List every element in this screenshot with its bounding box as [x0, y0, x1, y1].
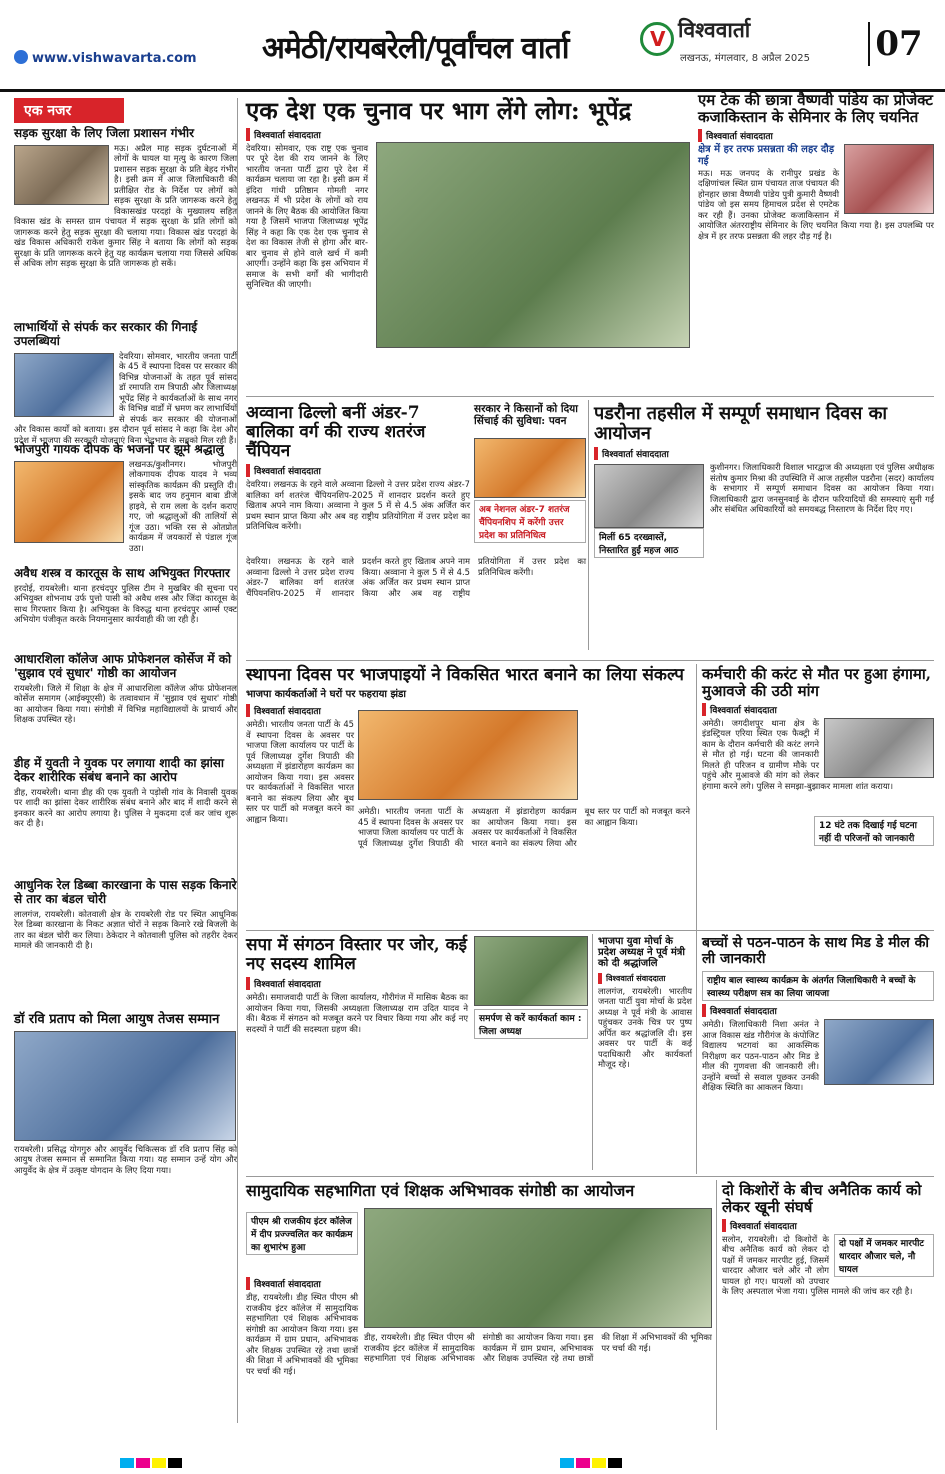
story-caption: 12 घंटे तक दिखाई गई घटना नहीं दी परिजनों को जानकारी	[814, 816, 934, 846]
story-caption: राष्ट्रीय बाल स्वास्थ्य कार्यक्रम के अंतर्गत जिलाधिकारी ने बच्चों के स्वास्थ्य परीक्षण सत्र का लिया जायजा	[702, 971, 934, 1001]
story-bhupendra	[246, 98, 690, 388]
site-url-text[interactable]: www.vishwavarta.com	[32, 51, 197, 66]
story-byline: विश्ववार्ता संवाददाता	[246, 1277, 358, 1290]
story-vaishnavi	[698, 92, 934, 388]
story-body: अमेठी। भारतीय जनता पार्टी के 45 वें स्थापना दिवस के अवसर पर भाजपा जिला कार्यालय पर पार्टी के पूर्व जिलाध्यक्ष दुर्गेश त्रिपाठी की अध्यक्षता में झंडारोहण कार्यक्रम का आयोजन किया गया। इस अवसर पर कार्यकर्ताओं ने विकसित भारत बनाने का संकल्प लिया और बूथ स्तर पर पार्टी को मजबूत करने का आह्वान किया।	[246, 719, 354, 824]
story-byline: विश्ववार्ता संवाददाता	[246, 464, 470, 477]
story-byline: विश्ववार्ता संवाददाता	[722, 1219, 934, 1232]
site-url[interactable]	[14, 50, 197, 66]
brief-photo	[14, 353, 114, 417]
yellow-swatch	[152, 1458, 166, 1468]
brief-photo	[14, 461, 124, 543]
story-body-cont: देवरिया। लखनऊ के रहने वाले अव्वाना ढिल्लो ने उत्तर प्रदेश राज्य अंडर-7 बालिका वर्ग शतरंज चैंपियनशिप-2025 में शानदार प्रदर्शन करते हुए खिताब अपने नाम किया। अव्वाना ने कुल 5 में से 4.5 अंक अर्जित कर प्रथम स्थान प्राप्त किया और अब वह राष्ट्रीय प्रतियोगिता में उत्तर प्रदेश का प्रतिनिधित्व करेंगी।	[246, 556, 586, 598]
story-headline: एम टेक की छात्रा वैष्णवी पांडेय का प्रोजेक्ट कजाकिस्तान के सेमिनार के लिए चयनित	[698, 91, 933, 126]
story-headline: स्थापना दिवस पर भाजपाइयों ने विकसित भारत बनाने का लिया संकल्प	[246, 665, 684, 685]
brief-body: हरदोई, रायबरेली। थाना हरचंदपुर पुलिस टीम ने मुखबिर की सूचना पर अभियुक्त शोभनाथ उर्फ पुत्तो पासी को अवैध शस्त्र और जिंदा कारतूस के साथ गिरफ्तार किया है। अभियुक्त के विरुद्ध थाना हरचंदपुर आर्म्स एक्ट अभियोग पंजीकृत करके नियमानुसार कार्यवाही की जा रही है।	[14, 582, 237, 625]
story-headline: सामुदायिक सहभागिता एवं शिक्षक अभिभावक संगोष्ठी का आयोजन	[246, 1181, 635, 1200]
story-byline: विश्ववार्ता संवाददाता	[702, 703, 934, 716]
brief-headline: आधारशिला कॉलेज आफ प्रोफेशनल कोर्सेज में को 'सुझाव एवं सुधार' गोष्ठी का आयोजन	[14, 652, 232, 680]
story-sangoshthi	[246, 1182, 712, 1432]
rule	[592, 934, 593, 1170]
story-body: अमेठी। जगदीशपुर थाना क्षेत्र के इंडस्ट्रियल एरिया स्थित एक फैक्ट्री में काम के दौरान कर्मचारी की करंट लगने से मौत हो गई। घटना की जानकारी मिलते ही परिजन व ग्रामीण मौके पर पहुंचे और मुआवजे की मांग को लेकर हंगामा करने लगे। पुलिस ने समझा-बुझाकर मामला शांत कराया।	[702, 717, 894, 791]
story-yuva	[598, 936, 692, 1172]
story-body: अमेठी। जिलाधिकारी निशा अनंत ने आज विकास खंड गौरीगंज के कंपोजिट विद्यालय भटगवां का आकस्मिक निरीक्षण कर पठन-पाठन और मिड डे मील की गुणवत्ता की जानकारी ली। उन्होंने बच्चों से सवाल पूछकर उनकी शैक्षिक स्थिति का आकलन किया।	[702, 1019, 819, 1093]
paper-name: विश्ववार्ता	[678, 18, 751, 42]
ek-nazar-label: एक नजर	[14, 98, 124, 123]
story-byline: विश्ववार्ता संवाददाता	[598, 973, 692, 984]
story-photo	[364, 1208, 712, 1328]
brief-body: लालगंज, रायबरेली। कोतवाली क्षेत्र के रायबरेली रोड पर स्थित आधुनिक रेल डिब्बा कारखाना के निकट अज्ञात चोरों ने सड़क किनारे रखे बिजली के तार का बंडल चोरी कर लिया। ठेकेदार ने कोतवाली पुलिस को तहरीर देकर मामले की जानकारी दी है।	[14, 908, 237, 951]
story-midday	[702, 936, 934, 1172]
brief-item	[14, 1013, 237, 1228]
story-byline: विश्ववार्ता संवाददाता	[698, 129, 934, 142]
magenta-swatch	[576, 1458, 590, 1468]
chess-photo	[474, 438, 586, 498]
cyan-swatch	[120, 1458, 134, 1468]
story-photo	[844, 144, 934, 214]
rule	[696, 664, 697, 1174]
story-headline: एक देश एक चुनाव पर भाग लेंगे लोग: भूपेंद्र	[246, 96, 632, 125]
brief-headline: अवैध शस्त्र व कारतूस के साथ अभियुक्त गिरफ्तार	[14, 566, 230, 580]
brief-headline: सड़क सुरक्षा के लिए जिला प्रशासन गंभीर	[14, 126, 194, 140]
black-swatch	[168, 1458, 182, 1468]
brief-headline: डीह में युवती ने युवक पर लगाया शादी का झांसा देकर शारीरिक संबंध बनाने का आरोप	[14, 756, 225, 784]
brief-body: लखनऊ/कुशीनगर। भोजपुरी लोकगायक दीपक यादव ने भव्य सांस्कृतिक कार्यक्रम की प्रस्तुति दी। इसके बाद जय हनुमान बाबा डीजे हाइवे, से राम लला के दर्शन कराए गए, जो श्रद्धालुओं की तालियों से गूंज उठा। भक्ति रस से ओतप्रोत कार्यक्रम में जयकारों से पंडाल गूंज उठा।	[129, 458, 237, 553]
story-chess-cont	[246, 556, 586, 654]
story-photo	[824, 718, 934, 778]
brief-body: रायबरेली। प्रसिद्ध योगगुरु और आयुर्वेद चिकित्सक डॉ रवि प्रताप सिंह को आयुष तेजस सम्मान से सम्मानित किया गया। यह सम्मान उन्हें योग और आयुर्वेद के क्षेत्र में उत्कृष्ट योगदान के लिए दिया गया।	[14, 1143, 237, 1175]
brief-item	[14, 757, 237, 875]
story-headline: दो किशोरों के बीच अनैतिक कार्य को लेकर खूनी संघर्ष	[722, 1181, 922, 1216]
ek-nazar-column	[14, 98, 238, 1423]
story-headline: अव्वाना ढिल्लो बनीं अंडर-7 बालिका वर्ग की राज्य शतरंज चैंपियन	[246, 403, 426, 462]
brief-item	[14, 443, 237, 563]
brief-item	[14, 567, 237, 649]
brief-body: मऊ। अप्रैल माह सड़क दुर्घटनाओं में लोगों के घायल या मृत्यु के कारण जिला प्रशासन सड़क सुरक्षा के प्रति बेहद गंभीर है। इसी क्रम में आज जिलाधिकारी की प्रतीक्षित रोड के निर्देश पर लोगों को सड़क सुरक्षा के प्रति जागरूक करने हेतु विकासखंड परदहां के मुख्यालय सहित विकास खंड के समस्त ग्राम पंचायत में सड़क सुरक्षा के प्रति लोगों को जागरूक करने हेतु सड़क सुरक्षा की चलाया गया। विकास खंड परदहां के खंड विकास अधिकारी राकेश कुमार सिंह ने बताया कि लोगों को सड़क सुरक्षा के प्रति जागरूक करने हेतु यह कार्यक्रम चलाया गया जिससे अधिक से अधिक लोग सड़क सुरक्षा के प्रति जागरूक हो सकें।	[14, 142, 237, 269]
masthead	[0, 0, 945, 92]
story-photo	[358, 710, 578, 800]
story-headline: कर्मचारी की करंट से मौत पर हुआ हंगामा, मुआवजे की उठी मांग	[702, 665, 931, 700]
story-photo	[594, 464, 704, 528]
brief-item	[14, 320, 237, 445]
rule	[588, 400, 589, 650]
story-padrauna	[594, 404, 934, 654]
story-body: मऊ। मऊ जनपद के रानीपुर प्रखंड के दक्षिणांचल स्थित ग्राम पंचायत ताज पंचायत की होनहार छात्रा वैष्णवी पांडेय पुत्री कुमारी वैष्णवी पांडेय जो इस समय हिमाचल प्रदेश से एमटेक कर रही हैं। उनका प्रोजेक्ट कजाकिस्तान में आयोजित अंतरराष्ट्रीय सेमिनार के लिए चयनित किया गया है। इस उपलब्धि पर क्षेत्र में हर तरफ प्रसन्नता की लहर दौड़ गई है।	[698, 167, 934, 241]
black-swatch	[608, 1458, 622, 1468]
padrauna-photo-block	[594, 464, 704, 558]
brief-item	[14, 653, 237, 753]
story-byline: विश्ववार्ता संवाददाता	[246, 128, 690, 141]
story-caption: दो पक्षों में जमकर मारपीट धारदार औजार चले, नौ घायल	[834, 1234, 934, 1277]
story-byline: विश्ववार्ता संवाददाता	[246, 704, 354, 717]
story-karmachari	[702, 666, 934, 928]
story-headline: पडरौना तहसील में सम्पूर्ण समाधान दिवस का आयोजन	[594, 403, 888, 445]
story-photo	[824, 1019, 934, 1085]
rule	[246, 396, 934, 397]
story-photo	[474, 936, 588, 1006]
story-deck: क्षेत्र में हर तरफ प्रसन्नता की लहर दौड़ गई	[698, 143, 835, 167]
award-photo	[14, 1031, 236, 1141]
story-body: देवरिया। सोमवार, एक राष्ट्र एक चुनाव पर पूरे देश की राय जानने के लिए भारतीय जनता पार्टी द्वारा पूरे देश में कार्यक्रम चलाया जा रहा है। इसी क्रम में इंदिरा गांधी प्रतिष्ठान गोमती नगर लखनऊ में भी प्रदेश के लोगों को राय जानने के लिए बैठक की आयोजित किया गया है जिसमें भाजपा जिलाध्यक्ष भूपेंद्र सिंह ने कहा कि एक देश एक चुनाव से देश का विकास तेजी से होगा और बार-बार चुनाव से होने वाले खर्च में कमी आएगी। उन्होंने कहा कि इस अभियान में समाज के सभी वर्गों की भागीदारी सुनिश्चित की जाएगी।	[246, 142, 368, 290]
brief-item	[14, 127, 237, 317]
story-body: अमेठी। समाजवादी पार्टी के जिला कार्यालय, गौरीगंज में मासिक बैठक का आयोजन किया गया, जिसकी अध्यक्षता जिलाध्यक्ष राम उदित यादव ने की। बैठक में संगठन को मजबूत करने पर विचार किया गया और कई नए सदस्यों ने पार्टी की सदस्यता ग्रहण की।	[246, 992, 468, 1034]
cyan-swatch	[560, 1458, 574, 1468]
brief-body: देवरिया। सोमवार, भारतीय जनता पार्टी के 45 वें स्थापना दिवस पर सरकार की विभिन्न योजनाओं के तहत पूर्व सांसद डॉ रमापति राम त्रिपाठी और जिलाध्यक्ष भूपेंद्र सिंह ने कार्यकर्ताओं के साथ नगर के विभिन्न वार्डों में भ्रमण कर लाभार्थियों से संपर्क कर सरकार की योजनाओं और विकास कार्यों को बताया। इस दौरान पूर्व सांसद ने कहा कि देश और प्रदेश में भाजपा की सरकारी योजनाएं बिना भेदभाव के सबको मिल रही हैं।	[14, 350, 237, 445]
story-headline: सपा में संगठन विस्तार पर जोर, कई नए सदस्य शामिल	[246, 935, 468, 975]
rule	[246, 660, 934, 661]
story-caption: पीएम श्री राजकीय इंटर कॉलेज में दीप प्रज्ज्वलित कर कार्यक्रम का शुभारंभ हुआ	[246, 1212, 358, 1255]
brief-photo	[14, 145, 109, 205]
story-headline: सरकार ने किसानों को दिया सिंचाई की सुविधा: पवन	[474, 403, 578, 427]
story-body: कुशीनगर। जिलाधिकारी विशाल भारद्वाज की अध्यक्षता एवं पुलिस अधीक्षक संतोष कुमार मिश्रा की उपस्थिति में आज तहसील पडरौना (सदर) कार्यालय के सभागार में सम्पूर्ण समाधान दिवस का आयोजन किया गया। जिलाधिकारी द्वारा जनसुनवाई के दौरान फरियादियों की समस्याएं सुनी गईं और संबंधित अधिकारियों को समयबद्ध निस्तारण के निर्देश दिए गए।	[710, 462, 935, 515]
story-chess-photo-block	[474, 438, 586, 554]
globe-icon	[14, 50, 28, 64]
brief-body: रायबरेली। जिले में शिक्षा के क्षेत्र में आधारशिला कॉलेज ऑफ प्रोफेशनल कोर्सेज समागम (आईक्यूएसी) के तत्वावधान में 'सुझाव एवं सुधार' गोष्ठी का आयोजन किया गया। संगोष्ठी में विभिन्न महाविद्यालयों के प्राचार्य और शिक्षक उपस्थित रहे।	[14, 682, 237, 725]
sangoshthi-text	[246, 1274, 358, 1376]
story-byline: विश्ववार्ता संवाददाता	[702, 1004, 934, 1017]
brief-body: डीह, रायबरेली। थाना डीह की एक युवती ने पड़ोसी गांव के निवासी युवक पर शादी का झांसा देकर शारीरिक संबंध बनाने और बाद में शादी करने से इनकार करने का आरोप लगाया है। पुलिस ने मुकदमा दर्ज कर जांच शुरू कर दी है।	[14, 786, 237, 829]
page-number: 07	[868, 22, 928, 66]
story-kisan	[474, 404, 586, 438]
story-sapa	[246, 936, 468, 1172]
registration-marks	[0, 1452, 945, 1474]
edition-date: लखनऊ, मंगलवार, 8 अप्रैल 2025	[680, 53, 810, 64]
story-body: डीह, रायबरेली। डीह स्थित पीएम श्री राजकीय इंटर कॉलेज में सामुदायिक सहभागिता एवं शिक्षक अभिभावक संगोष्ठी का आयोजन किया गया। इस कार्यक्रम में ग्राम प्रधान, अभिभावक और शिक्षक उपस्थित रहे तथा छात्रों की शिक्षा में अभिभावकों की भूमिका पर चर्चा की गई।	[246, 1292, 358, 1376]
magenta-swatch	[136, 1458, 150, 1468]
story-headline: भाजपा युवा मोर्चा के प्रदेश अध्यक्ष ने पूर्व मंत्री को दी श्रद्धांजलि	[598, 936, 685, 970]
rule	[246, 930, 934, 931]
story-headline: बच्चों से पठन-पाठन के साथ मिड डे मील की ली जानकारी	[702, 935, 930, 967]
story-chess	[246, 404, 470, 554]
yellow-swatch	[592, 1458, 606, 1468]
story-deck: भाजपा कार्यकर्ताओं ने घरों पर फहराया झंडा	[246, 689, 406, 701]
brief-item	[14, 879, 237, 1009]
chess-caption: अब नेशनल अंडर-7 शतरंज चैंपियनशिप में करेंगी उत्तर प्रदेश का प्रतिनिधित्व	[474, 500, 586, 543]
story-sapa-photo	[474, 936, 588, 1172]
story-byline: विश्ववार्ता संवाददाता	[594, 447, 934, 460]
logo-icon	[640, 22, 674, 56]
brief-headline: लाभार्थियों से संपर्क कर सरकार की गिनाई उपलब्धियां	[14, 320, 198, 348]
section-title: अमेठी/रायबरेली/पूर्वांचल वार्ता	[262, 31, 569, 66]
story-kishor	[722, 1182, 934, 1432]
rule	[716, 1180, 717, 1430]
story-body-cont: अमेठी। भारतीय जनता पार्टी के 45 वें स्थापना दिवस के अवसर पर भाजपा जिला कार्यालय पर पार्टी के पूर्व जिलाध्यक्ष दुर्गेश त्रिपाठी की अध्यक्षता में झंडारोहण कार्यक्रम का आयोजन किया गया। इस अवसर पर कार्यकर्ताओं ने विकसित भारत बनाने का संकल्प लिया और बूथ स्तर पर पार्टी को मजबूत करने का आह्वान किया।	[358, 806, 690, 848]
story-body: सलोन, रायबरेली। दो किशोरों के बीच अनैतिक कार्य को लेकर दो पक्षों में जमकर मारपीट हुई, जिसमें धारदार औजार चले और नौ लोग घायल हो गए। घायलों को उपचार के लिए अस्पताल भेजा गया। पुलिस मामले की जांच कर रही है।	[722, 1233, 913, 1297]
story-byline: विश्ववार्ता संवाददाता	[246, 977, 468, 990]
story-body-cont: डीह, रायबरेली। डीह स्थित पीएम श्री राजकीय इंटर कॉलेज में सामुदायिक सहभागिता एवं शिक्षक अभिभावक संगोष्ठी का आयोजन किया गया। इस कार्यक्रम में ग्राम प्रधान, अभिभावक और शिक्षक उपस्थित रहे तथा छात्रों की शिक्षा में अभिभावकों की भूमिका पर चर्चा की गई।	[364, 1332, 712, 1363]
story-body: देवरिया। लखनऊ के रहने वाले अव्वाना ढिल्लो ने उत्तर प्रदेश राज्य अंडर-7 बालिका वर्ग शतरंज चैंपियनशिप-2025 में शानदार प्रदर्शन करते हुए खिताब अपने नाम किया। अव्वाना ने कुल 5 में से 4.5 अंक अर्जित कर प्रथम स्थान प्राप्त किया और अब वह राष्ट्रीय प्रतियोगिता में उत्तर प्रदेश का प्रतिनिधित्व करेंगी।	[246, 479, 470, 532]
sangoshthi-caption-block	[246, 1212, 358, 1255]
story-photo	[376, 142, 690, 348]
story-caption: समर्पण से करें कार्यकर्ता काम : जिला अध्यक्ष	[474, 1009, 588, 1039]
story-caption: मिलीं 65 दरख्वास्तें, निस्तारित हुईं महज आठ	[594, 528, 704, 558]
brief-headline: भोजपुरी गायक दीपक के भजनों पर झूमे श्रद्धालु	[14, 442, 224, 456]
story-body: लालगंज, रायबरेली। भारतीय जनता पार्टी युवा मोर्चा के प्रदेश अध्यक्ष ने पूर्व मंत्री के आवास पहुंचकर उनके चित्र पर पुष्प अर्पित कर श्रद्धांजलि दी। इस अवसर पर पार्टी के कई पदाधिकारी और कार्यकर्ता मौजूद रहे।	[598, 985, 692, 1070]
brief-headline: आधुनिक रेल डिब्बा कारखाना के पास सड़क किनारे से तार का बंडल चोरी	[14, 878, 237, 906]
rule	[246, 1176, 934, 1177]
brief-headline: डॉ रवि प्रताप को मिला आयुष तेजस सम्मान	[14, 1012, 220, 1027]
story-sthapana	[246, 666, 690, 926]
